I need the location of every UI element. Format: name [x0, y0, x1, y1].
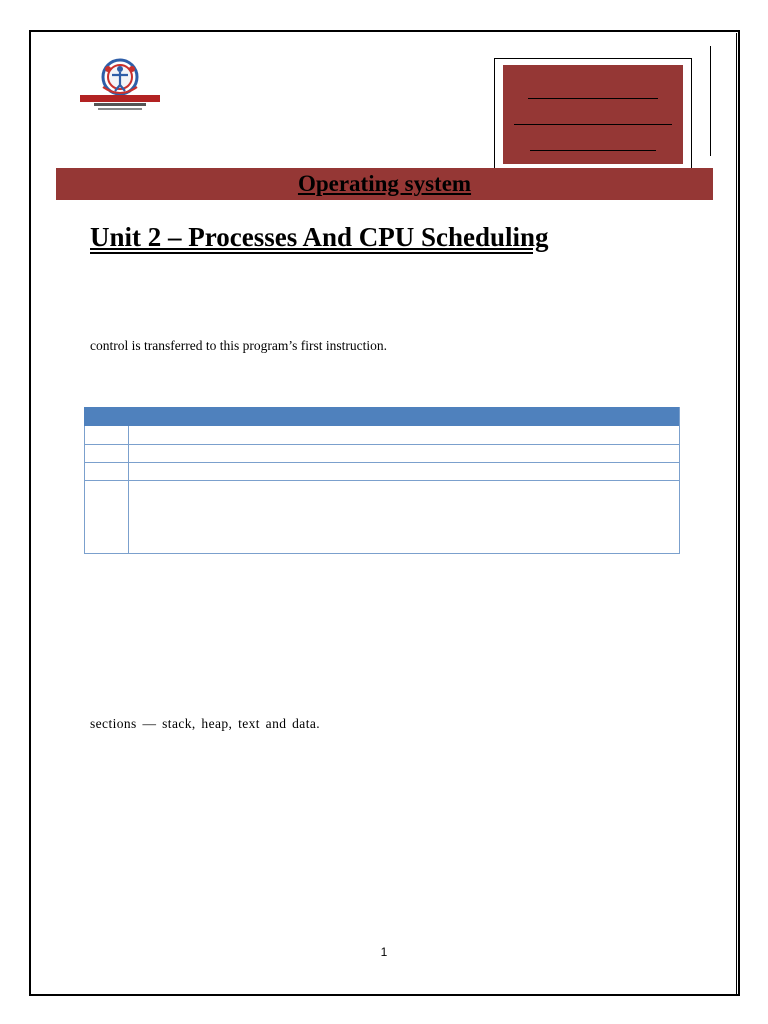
- corner-line-2: [514, 124, 672, 125]
- unit-heading: Unit 2 – Processes And CPU Scheduling: [90, 222, 549, 252]
- page-number: 1: [380, 945, 388, 959]
- band-title: Operating system: [297, 171, 472, 196]
- table-row-divider-2: [84, 462, 679, 463]
- table-row-divider-1: [84, 444, 679, 445]
- corner-line-1: [528, 98, 658, 99]
- paragraph-1: control is transferred to this program’s first instruction.: [90, 338, 387, 353]
- table-row-divider-3: [84, 480, 679, 481]
- table-header-row: [84, 407, 679, 426]
- header-corner-box: [494, 58, 692, 170]
- paragraph-2: sections — stack, heap, text and data.: [90, 716, 321, 731]
- college-logo-icon: [78, 55, 162, 117]
- header-divider: [710, 46, 711, 156]
- header-corner-fill: [503, 65, 683, 164]
- table-column-divider: [128, 426, 129, 553]
- corner-line-3: [530, 150, 656, 151]
